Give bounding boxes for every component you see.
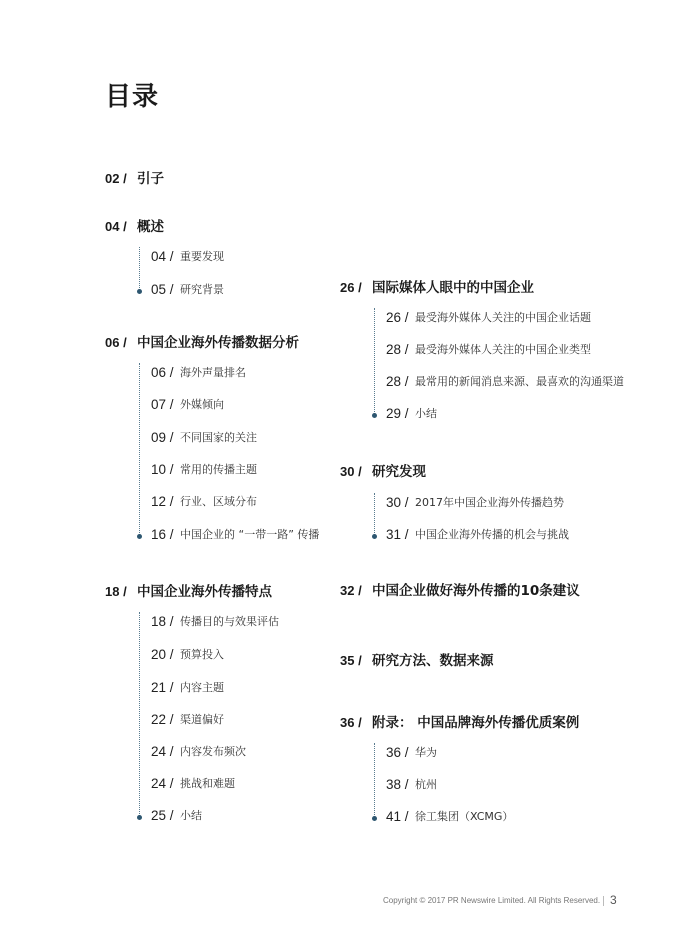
subsection-title: 挑战和难题 [180, 777, 235, 790]
divider [603, 896, 604, 906]
bullet-dot-icon [137, 534, 142, 539]
subsection-page-number: 30 / [386, 495, 409, 510]
dotted-connector [139, 363, 140, 535]
subsection-page-number: 41 / [386, 809, 409, 824]
section-title: 中国企业做好海外传播的10条建议 [372, 583, 580, 599]
subsection-page-number: 22 / [151, 712, 174, 727]
subsection-title: 最受海外媒体人关注的中国企业话题 [415, 311, 591, 324]
subsection-title: 小结 [180, 809, 202, 822]
subsection-page-number: 38 / [386, 777, 409, 792]
section-title: 研究方法、数据来源 [372, 653, 494, 669]
copyright: Copyright © 2017 PR Newswire Limited. All Rights Reserved. [383, 896, 601, 905]
subsection-title: 内容主题 [180, 681, 224, 694]
section-title: 中国企业海外传播特点 [137, 584, 272, 600]
subsection-title: 不同国家的关注 [180, 431, 257, 444]
dotted-connector [139, 612, 140, 816]
subsection-title: 小结 [415, 407, 437, 420]
section-page-number: 32 / [340, 583, 362, 598]
subsection-page-number: 36 / [386, 745, 409, 760]
page-title: 目录 [105, 82, 160, 112]
bullet-dot-icon [372, 816, 377, 821]
section-title: 附录： 中国品牌海外传播优质案例 [372, 715, 580, 731]
subsection-page-number: 16 / [151, 527, 174, 542]
section-title: 中国企业海外传播数据分析 [137, 335, 299, 351]
subsection-page-number: 25 / [151, 808, 174, 823]
subsection-page-number: 24 / [151, 776, 174, 791]
subsection-title: 中国企业海外传播的机会与挑战 [415, 528, 569, 541]
subsection-title: 杭州 [415, 778, 437, 791]
subsection-page-number: 04 / [151, 249, 174, 264]
section-page-number: 02 / [105, 171, 127, 186]
bullet-dot-icon [137, 289, 142, 294]
subsection-title: 预算投入 [180, 648, 224, 661]
subsection-page-number: 29 / [386, 406, 409, 421]
section-title: 引子 [137, 171, 164, 187]
subsection-page-number: 10 / [151, 462, 174, 477]
section-page-number: 18 / [105, 584, 127, 599]
subsection-title: 华为 [415, 746, 437, 759]
subsection-title: 传播目的与效果评估 [180, 615, 279, 628]
dotted-connector [139, 247, 140, 290]
page-number: 3 [610, 893, 617, 907]
dotted-connector [374, 308, 375, 414]
subsection-page-number: 28 / [386, 342, 409, 357]
dotted-connector [374, 743, 375, 817]
section-page-number: 30 / [340, 464, 362, 479]
subsection-page-number: 20 / [151, 647, 174, 662]
subsection-page-number: 05 / [151, 282, 174, 297]
section-page-number: 36 / [340, 715, 362, 730]
section-title: 研究发现 [372, 464, 426, 480]
section-title: 概述 [137, 219, 164, 235]
section-page-number: 35 / [340, 653, 362, 668]
section-page-number: 04 / [105, 219, 127, 234]
subsection-title: 行业、区域分布 [180, 495, 257, 508]
subsection-title: 内容发布频次 [180, 745, 246, 758]
subsection-title: 常用的传播主题 [180, 463, 257, 476]
subsection-page-number: 28 / [386, 374, 409, 389]
subsection-page-number: 18 / [151, 614, 174, 629]
subsection-title: 徐工集团（XCMG） [415, 810, 514, 823]
section-page-number: 06 / [105, 335, 127, 350]
subsection-page-number: 31 / [386, 527, 409, 542]
subsection-title: 渠道偏好 [180, 713, 224, 726]
subsection-page-number: 09 / [151, 430, 174, 445]
subsection-page-number: 12 / [151, 494, 174, 509]
subsection-page-number: 21 / [151, 680, 174, 695]
subsection-title: 最受海外媒体人关注的中国企业类型 [415, 343, 591, 356]
bullet-dot-icon [372, 413, 377, 418]
subsection-title: 中国企业的 “一带一路” 传播 [180, 528, 320, 541]
subsection-title: 海外声量排名 [180, 366, 246, 379]
bullet-dot-icon [137, 815, 142, 820]
dotted-connector [374, 493, 375, 535]
section-page-number: 26 / [340, 280, 362, 295]
subsection-title: 外媒倾向 [180, 398, 224, 411]
subsection-title: 2017年中国企业海外传播趋势 [415, 496, 564, 509]
subsection-title: 重要发现 [180, 250, 224, 263]
section-title: 国际媒体人眼中的中国企业 [372, 280, 534, 296]
subsection-page-number: 24 / [151, 744, 174, 759]
subsection-page-number: 06 / [151, 365, 174, 380]
subsection-page-number: 07 / [151, 397, 174, 412]
subsection-title: 研究背景 [180, 283, 224, 296]
bullet-dot-icon [372, 534, 377, 539]
subsection-page-number: 26 / [386, 310, 409, 325]
subsection-title: 最常用的新闻消息来源、最喜欢的沟通渠道 [415, 375, 624, 388]
